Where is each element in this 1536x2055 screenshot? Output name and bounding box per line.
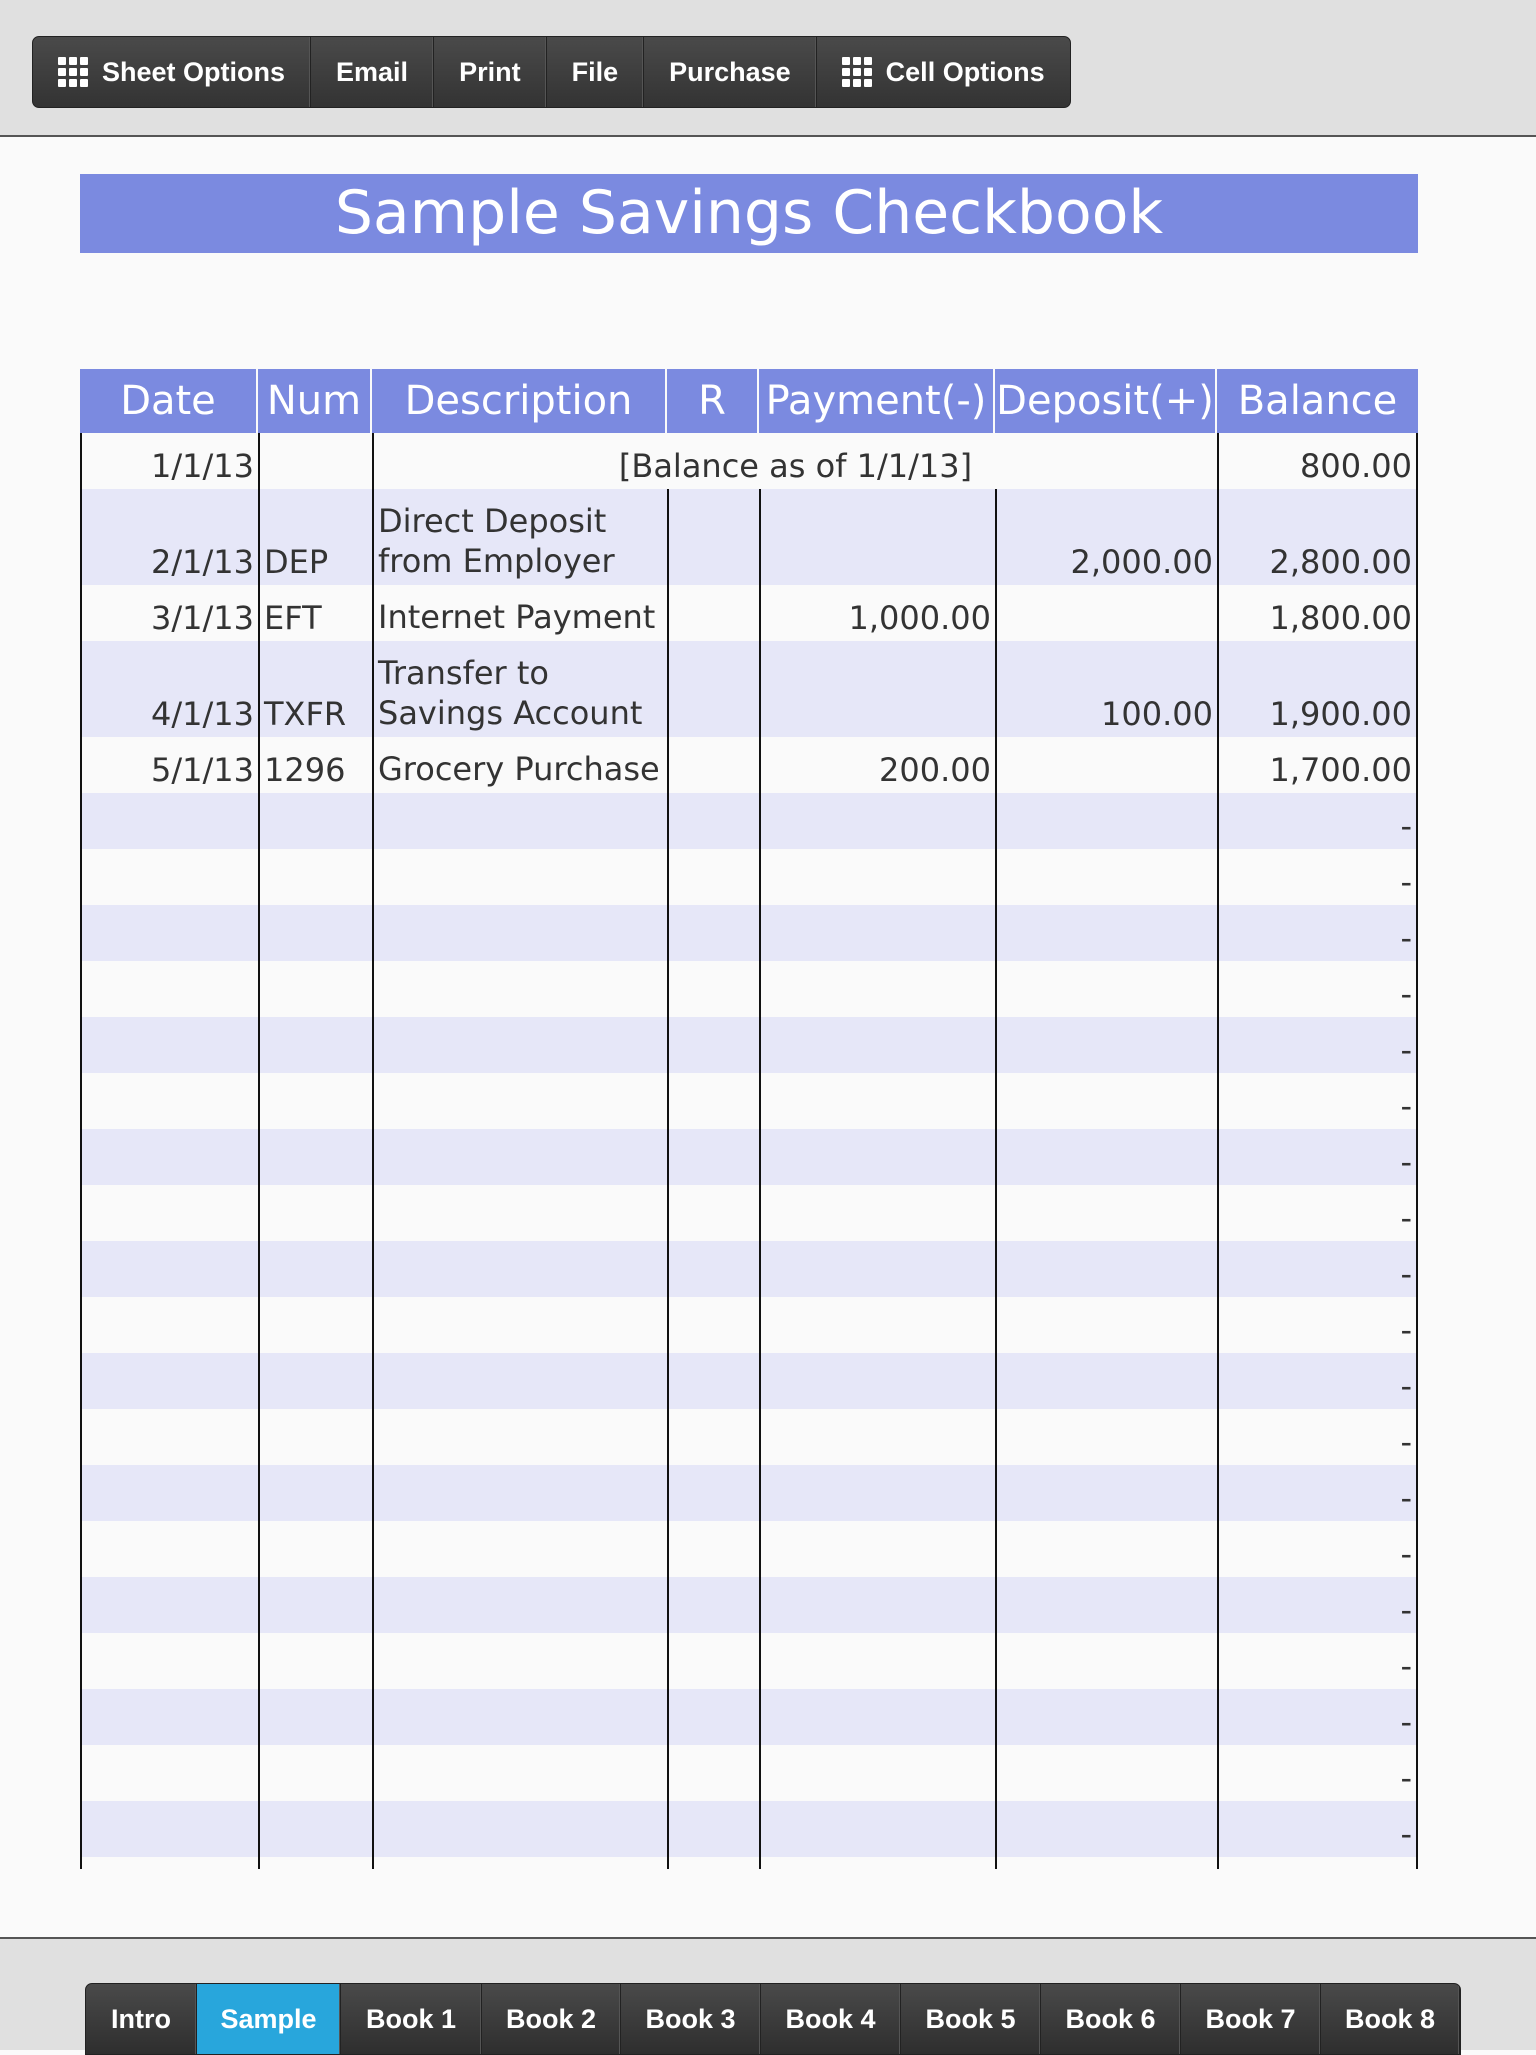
empty-cell[interactable] — [258, 1185, 372, 1241]
top-toolbar-area — [0, 0, 1536, 137]
cell-description[interactable]: Grocery Purchase — [372, 737, 667, 793]
tab-book-5[interactable]: Book 5 — [901, 1984, 1041, 2054]
table-row — [80, 585, 1418, 641]
empty-cell[interactable] — [80, 849, 258, 905]
cell-num[interactable]: TXFR — [258, 641, 372, 737]
empty-cell[interactable] — [80, 1073, 258, 1129]
empty-cell[interactable] — [80, 1241, 258, 1297]
empty-cell[interactable] — [759, 1353, 995, 1409]
cell-date[interactable]: 3/1/13 — [80, 585, 258, 641]
empty-cell[interactable] — [995, 1521, 1217, 1577]
empty-row — [80, 1185, 1418, 1241]
empty-cell[interactable] — [80, 1409, 258, 1465]
empty-cell[interactable] — [759, 1633, 995, 1689]
empty-cell[interactable] — [759, 1745, 995, 1801]
empty-cell[interactable] — [372, 1465, 667, 1521]
header-deposit[interactable]: Deposit(+) — [995, 369, 1217, 433]
cell-date[interactable]: 1/1/13 — [80, 433, 258, 489]
empty-cell[interactable] — [759, 1409, 995, 1465]
empty-cell[interactable] — [759, 1689, 995, 1745]
cell-description[interactable]: Internet Payment — [372, 585, 667, 641]
empty-cell[interactable] — [995, 1241, 1217, 1297]
empty-cell[interactable] — [372, 1129, 667, 1185]
header-description[interactable]: Description — [372, 369, 667, 433]
empty-cell[interactable] — [995, 1689, 1217, 1745]
empty-cell[interactable] — [80, 1521, 258, 1577]
empty-cell[interactable] — [995, 961, 1217, 1017]
empty-cell[interactable] — [80, 1297, 258, 1353]
empty-cell[interactable] — [995, 1073, 1217, 1129]
empty-cell[interactable] — [995, 1633, 1217, 1689]
empty-cell[interactable] — [667, 1577, 759, 1633]
sheet-title[interactable]: Sample Savings Checkbook — [80, 174, 1418, 253]
empty-cell[interactable] — [995, 1465, 1217, 1521]
empty-cell[interactable] — [995, 793, 1217, 849]
sheet-options-label: Sheet Options — [102, 56, 286, 87]
empty-cell[interactable] — [667, 1129, 759, 1185]
tab-book-6[interactable]: Book 6 — [1041, 1984, 1181, 2054]
empty-row — [80, 1465, 1418, 1521]
cell-balance[interactable]: - — [1217, 1465, 1418, 1521]
empty-row — [80, 1129, 1418, 1185]
cell-num[interactable]: EFT — [258, 585, 372, 641]
cell-balance[interactable]: - — [1217, 1633, 1418, 1689]
cell-num[interactable]: DEP — [258, 489, 372, 585]
empty-cell[interactable] — [759, 1297, 995, 1353]
column-edge — [995, 1857, 1217, 1869]
empty-cell[interactable] — [759, 1129, 995, 1185]
empty-cell[interactable] — [258, 849, 372, 905]
empty-cell[interactable] — [258, 1577, 372, 1633]
cell-r[interactable] — [667, 489, 759, 585]
cell-balance[interactable]: - — [1217, 1521, 1418, 1577]
sheet-tabs — [85, 1983, 1461, 2055]
table-row — [80, 737, 1418, 793]
empty-cell[interactable] — [995, 1129, 1217, 1185]
empty-row — [80, 905, 1418, 961]
header-row — [80, 369, 1418, 433]
cell-balance[interactable]: - — [1217, 1353, 1418, 1409]
empty-row — [80, 1521, 1418, 1577]
empty-cell[interactable] — [80, 1801, 258, 1857]
empty-cell[interactable] — [995, 1577, 1217, 1633]
empty-cell[interactable] — [372, 1017, 667, 1073]
empty-cell[interactable] — [759, 793, 995, 849]
empty-cell[interactable] — [258, 1129, 372, 1185]
empty-cell[interactable] — [80, 1633, 258, 1689]
empty-cell[interactable] — [995, 1745, 1217, 1801]
column-edge — [759, 1857, 995, 1869]
empty-cell[interactable] — [258, 1017, 372, 1073]
empty-cell[interactable] — [667, 1801, 759, 1857]
empty-cell[interactable] — [995, 1353, 1217, 1409]
empty-cell[interactable] — [372, 1801, 667, 1857]
cell-balance[interactable]: - — [1217, 1241, 1418, 1297]
empty-cell[interactable] — [372, 1689, 667, 1745]
empty-cell[interactable] — [667, 1353, 759, 1409]
cell-deposit[interactable]: 100.00 — [995, 641, 1217, 737]
empty-cell[interactable] — [80, 1577, 258, 1633]
purchase-button[interactable]: Purchase — [644, 37, 817, 107]
empty-cell[interactable] — [80, 961, 258, 1017]
empty-cell[interactable] — [258, 1745, 372, 1801]
empty-cell[interactable] — [759, 905, 995, 961]
grid-icon — [842, 57, 872, 87]
cell-balance[interactable]: 1,800.00 — [1217, 585, 1418, 641]
empty-cell[interactable] — [372, 1297, 667, 1353]
empty-row — [80, 849, 1418, 905]
cell-deposit[interactable] — [995, 737, 1217, 793]
tab-book-3[interactable]: Book 3 — [621, 1984, 761, 2054]
empty-row — [80, 1297, 1418, 1353]
file-button[interactable]: File — [547, 37, 645, 107]
empty-cell[interactable] — [759, 1241, 995, 1297]
cell-balance[interactable]: - — [1217, 793, 1418, 849]
empty-cell[interactable] — [372, 1241, 667, 1297]
empty-row — [80, 1017, 1418, 1073]
table-bottom-edge — [80, 1857, 1418, 1869]
tab-book-7[interactable]: Book 7 — [1181, 1984, 1321, 2054]
cell-r[interactable] — [667, 641, 759, 737]
empty-cell[interactable] — [759, 1801, 995, 1857]
empty-cell[interactable] — [372, 1409, 667, 1465]
checkbook-table — [80, 369, 1418, 1869]
empty-cell[interactable] — [667, 1745, 759, 1801]
empty-cell[interactable] — [372, 905, 667, 961]
cell-balance[interactable]: - — [1217, 1017, 1418, 1073]
column-edge — [80, 1857, 258, 1869]
table-row — [80, 641, 1418, 737]
cell-payment[interactable]: 1,000.00 — [759, 585, 995, 641]
empty-cell[interactable] — [372, 1185, 667, 1241]
cell-payment[interactable] — [759, 489, 995, 585]
empty-cell[interactable] — [667, 905, 759, 961]
header-date[interactable]: Date — [80, 369, 258, 433]
cell-description[interactable]: Direct Deposit from Employer — [372, 489, 667, 585]
empty-cell[interactable] — [759, 1577, 995, 1633]
header-balance[interactable]: Balance — [1237, 378, 1398, 424]
empty-cell[interactable] — [372, 961, 667, 1017]
empty-row — [80, 1073, 1418, 1129]
empty-cell[interactable] — [372, 1521, 667, 1577]
print-button[interactable]: Print — [434, 37, 547, 107]
empty-cell[interactable] — [667, 793, 759, 849]
cell-balance[interactable]: - — [1217, 1577, 1418, 1633]
cell-payment[interactable] — [759, 641, 995, 737]
cell-balance[interactable]: - — [1217, 1129, 1418, 1185]
empty-cell[interactable] — [80, 905, 258, 961]
cell-balance[interactable]: 1,700.00 — [1217, 737, 1418, 793]
empty-row — [80, 1409, 1418, 1465]
empty-cell[interactable] — [80, 1745, 258, 1801]
empty-cell[interactable] — [667, 1409, 759, 1465]
cell-balance[interactable]: 1,900.00 — [1217, 641, 1418, 737]
tab-book-2[interactable]: Book 2 — [482, 1984, 621, 2054]
bottom-tab-area — [0, 1937, 1536, 2050]
cell-deposit[interactable]: 2,000.00 — [995, 489, 1217, 585]
empty-cell[interactable] — [667, 1241, 759, 1297]
empty-row — [80, 961, 1418, 1017]
empty-cell[interactable] — [258, 1801, 372, 1857]
email-button[interactable]: Email — [311, 37, 434, 107]
empty-row — [80, 1689, 1418, 1745]
empty-cell[interactable] — [995, 1017, 1217, 1073]
empty-cell[interactable] — [372, 1577, 667, 1633]
empty-cell[interactable] — [80, 1353, 258, 1409]
cell-balance[interactable]: - — [1217, 849, 1418, 905]
empty-cell[interactable] — [759, 1017, 995, 1073]
empty-row — [80, 793, 1418, 849]
cell-r[interactable] — [667, 737, 759, 793]
empty-cell[interactable] — [258, 1521, 372, 1577]
empty-cell[interactable] — [258, 961, 372, 1017]
tab-sample[interactable]: Sample — [197, 1984, 341, 2054]
empty-cell[interactable] — [759, 1465, 995, 1521]
empty-cell[interactable] — [80, 1129, 258, 1185]
empty-cell[interactable] — [667, 1017, 759, 1073]
empty-cell[interactable] — [80, 1017, 258, 1073]
empty-cell[interactable] — [759, 1521, 995, 1577]
empty-row — [80, 1801, 1418, 1857]
empty-row — [80, 1633, 1418, 1689]
header-payment[interactable]: Payment(-) — [759, 369, 995, 433]
cell-num[interactable] — [258, 433, 372, 489]
empty-cell[interactable] — [372, 1353, 667, 1409]
empty-cell[interactable] — [80, 1689, 258, 1745]
empty-cell[interactable] — [759, 1185, 995, 1241]
cell-balance[interactable]: - — [1217, 1409, 1418, 1465]
empty-cell[interactable] — [667, 1521, 759, 1577]
cell-date[interactable]: 2/1/13 — [80, 489, 258, 585]
cell-r[interactable] — [667, 585, 759, 641]
cell-payment[interactable]: 200.00 — [759, 737, 995, 793]
empty-cell[interactable] — [995, 849, 1217, 905]
empty-cell[interactable] — [258, 793, 372, 849]
column-edge — [258, 1857, 372, 1869]
sheet-options-button[interactable] — [33, 37, 311, 107]
table-body — [80, 433, 1418, 1869]
empty-cell[interactable] — [667, 1465, 759, 1521]
cell-deposit[interactable] — [995, 585, 1217, 641]
empty-cell[interactable] — [759, 1073, 995, 1129]
cell-balance[interactable]: - — [1217, 1801, 1418, 1857]
empty-row — [80, 1241, 1418, 1297]
cell-balance[interactable]: - — [1217, 905, 1418, 961]
empty-cell[interactable] — [372, 849, 667, 905]
tab-book-1[interactable]: Book 1 — [341, 1984, 482, 2054]
empty-cell[interactable] — [80, 1185, 258, 1241]
empty-cell[interactable] — [372, 1745, 667, 1801]
empty-cell[interactable] — [80, 793, 258, 849]
cell-balance[interactable]: 2,800.00 — [1217, 489, 1418, 585]
empty-cell[interactable] — [372, 1073, 667, 1129]
empty-cell[interactable] — [667, 961, 759, 1017]
cell-date[interactable]: 5/1/13 — [80, 737, 258, 793]
cell-balance[interactable]: 800.00 — [1217, 433, 1418, 489]
cell-options-button[interactable] — [817, 37, 1070, 107]
cell-balance[interactable]: - — [1217, 1689, 1418, 1745]
empty-cell[interactable] — [667, 1073, 759, 1129]
empty-row — [80, 1745, 1418, 1801]
cell-balance[interactable]: - — [1217, 1745, 1418, 1801]
tab-book-8[interactable]: Book 8 — [1321, 1984, 1460, 2054]
empty-cell[interactable] — [258, 1689, 372, 1745]
cell-balance[interactable]: - — [1217, 1185, 1418, 1241]
column-edge — [372, 1857, 667, 1869]
empty-cell[interactable] — [258, 1353, 372, 1409]
empty-cell[interactable] — [995, 1409, 1217, 1465]
tab-book-4[interactable]: Book 4 — [761, 1984, 901, 2054]
empty-row — [80, 1353, 1418, 1409]
cell-balance[interactable]: - — [1217, 961, 1418, 1017]
empty-cell[interactable] — [80, 1465, 258, 1521]
cell-balance[interactable]: - — [1217, 1073, 1418, 1129]
table-row — [80, 489, 1418, 585]
cell-balance[interactable]: - — [1217, 1297, 1418, 1353]
empty-cell[interactable] — [667, 1185, 759, 1241]
empty-cell[interactable] — [258, 1465, 372, 1521]
cell-date[interactable]: 4/1/13 — [80, 641, 258, 737]
empty-cell[interactable] — [995, 1185, 1217, 1241]
empty-cell[interactable] — [667, 849, 759, 905]
column-edge — [1217, 1857, 1418, 1869]
empty-cell[interactable] — [372, 1633, 667, 1689]
opening-balance-row — [80, 433, 1418, 489]
header-num[interactable]: Num — [258, 369, 372, 433]
empty-cell[interactable] — [995, 1801, 1217, 1857]
empty-cell[interactable] — [258, 1633, 372, 1689]
empty-cell[interactable] — [372, 793, 667, 849]
cell-num[interactable]: 1296 — [258, 737, 372, 793]
empty-row — [80, 1577, 1418, 1633]
grid-icon — [58, 57, 88, 87]
empty-cell[interactable] — [258, 1073, 372, 1129]
tab-intro[interactable]: Intro — [86, 1984, 197, 2054]
empty-cell[interactable] — [759, 849, 995, 905]
cell-options-label: Cell Options — [885, 56, 1045, 87]
empty-cell[interactable] — [258, 1409, 372, 1465]
empty-cell[interactable] — [667, 1633, 759, 1689]
empty-cell[interactable] — [258, 905, 372, 961]
cell-opening-label[interactable]: [Balance as of 1/1/13] — [372, 433, 1217, 489]
empty-cell[interactable] — [667, 1297, 759, 1353]
column-edge — [667, 1857, 759, 1869]
cell-description[interactable]: Transfer to Savings Account — [372, 641, 667, 737]
empty-cell[interactable] — [667, 1689, 759, 1745]
empty-cell[interactable] — [759, 961, 995, 1017]
empty-cell[interactable] — [995, 1297, 1217, 1353]
empty-cell[interactable] — [995, 905, 1217, 961]
empty-cell[interactable] — [258, 1297, 372, 1353]
toolbar — [32, 36, 1071, 108]
empty-cell[interactable] — [258, 1241, 372, 1297]
header-r[interactable]: R — [667, 369, 759, 433]
